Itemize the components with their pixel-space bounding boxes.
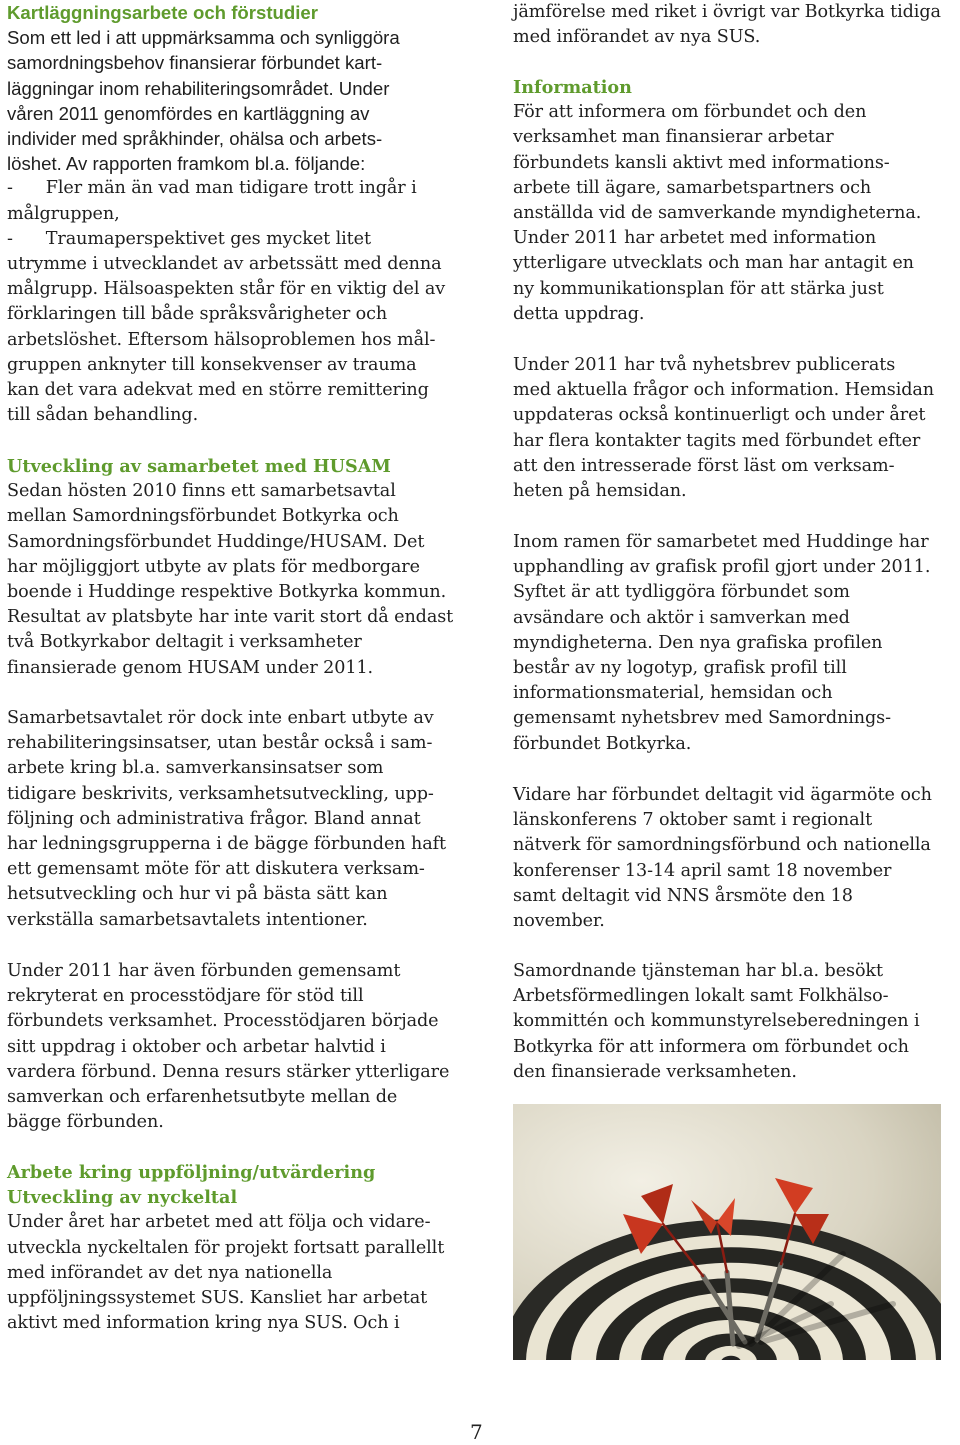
paragraph-continuation [513,0,941,50]
section-intro: Som ett led i att uppmärksamma och synliggöra samordningsbehov finansierar förbundet kart- läggningar inom rehabiliteringsområdet. Under våren 2011 genomfördes en kartläggning av individer med språkhinder, ohälsa och arbets- löshet. Av rapporten framkom bl.a. följande: [7,27,400,175]
section-heading: Information [513,77,632,98]
section-heading: Utveckling av samarbetet med HUSAM [7,456,391,477]
paragraph-text: Samordnande tjänsteman har bl.a. besökt Arbetsförmedlingen lokalt samt Folkhälso- kommittén och kommunstyrelseberedningen i Botkyrka för att informera om förbundet och den finansierade verksamheten. [513,961,920,1082]
paragraph-text: jämförelse med riket i övrigt var Botkyrka tidiga med införandet av nya SUS. [513,2,941,48]
section-kartlaggning [7,0,445,428]
section-body: Sedan hösten 2010 finns ett samarbetsavtal mellan Samordningsförbundet Botkyrka och Samordningsförbundet Huddinge/HUSAM. Det har möjliggjort utbyte av plats för medborgare boende i Huddinge respektive Botkyrka kommun. Resultat av platsbyte har inte varit stort då endast två Botkyrkabor deltagit i verksamheter finansierade genom HUSAM under 2011. [7,481,454,678]
paragraph-agarmote [513,783,932,934]
dartboard-photo-icon [513,1104,941,1360]
page-number: 7 [470,1420,483,1444]
paragraph-text: Under 2011 har även förbunden gemensamt rekryterat en processtödjare för stöd till förbundets verksamhet. Processtödjaren började sitt uppdrag i oktober och arbetar halvtid i vardera förbund. Denna resurs stärker ytterligare samverkan och erfarenhetsutbyte mellan de bägge förbunden. [7,961,450,1133]
paragraph-text: Samarbetsavtalet rör dock inte enbart utbyte av rehabiliteringsinsatser, utan består också i sam- arbete kring bl.a. samverkansinsatser som tidigare beskrivits, verksamhetsutveckling, upp- följning och administrativa frågor. Bland annat har ledningsgrupperna i de bägge förbunden haft ett gemensamt möte för att diskutera verksam- hetsutveckling och hur vi på bästa sätt kan verkställa samarbetsavtalets intentioner. [7,708,446,930]
section-body: För att informera om förbundet och den verksamhet man finansierar arbetar förbundets kansli aktivt med informations- arbete till ägare, samarbetspartners och anställda vid de samverkande myndigheterna. Under 2011 har arbetet med information ytterligare utvecklats och man har antagit en ny kommunikationsplan för att stärka just detta uppdrag. [513,102,922,324]
section-body: - Fler män än vad man tidigare trott ingår i målgruppen, - Traumaperspektivet ges mycket litet utrymme i utvecklandet av arbetssätt med denna målgrupp. Hälsoaspekten står för en viktig del av förklaringen till både språksvårigheter och arbetslöshet. Eftersom hälsoproblemen hos mål- gruppen anknyter till konsekvenser av trauma kan det vara adekvat med en större remittering till sådan behandling. [7,178,446,426]
paragraph-text: Vidare har förbundet deltagit vid ägarmöte och länskonferens 7 oktober samt i regionalt nätverk för samordningsförbund och nationella konferenser 13-14 april samt 18 november samt deltagit vid NNS årsmöte den 18 november. [513,785,932,932]
paragraph-text: Under 2011 har två nyhetsbrev publicerats med aktuella frågor och information. Hemsidan uppdateras också kontinuerligt och under året har flera kontakter tagits med förbundet efter att den intresserade först läst om verksam- heten på hemsidan. [513,355,935,502]
section-heading: Kartläggningsarbete och förstudier [7,2,318,23]
section-information [513,75,921,327]
section-husam [7,454,453,681]
paragraph-grafisk-profil [513,530,930,757]
paragraph-tjansteman [513,959,919,1085]
paragraph-text: Inom ramen för samarbetet med Huddinge har upphandling av grafisk profil gjort under 2011. Syftet är att tydliggöra förbundet som avsändare och aktör i samverkan med myndigheterna. Den nya grafiska profilen består av ny logotyp, grafisk profil till informationsmaterial, hemsidan och gemensamt nyhetsbrev med Samordnings- förbundet Botkyrka. [513,532,931,754]
paragraph-samarbetsavtal [7,706,446,933]
section-heading: Arbete kring uppföljning/utvärdering Utveckling av nyckeltal [7,1162,376,1209]
paragraph-processtodjare [7,959,449,1135]
section-body: Under året har arbetet med att följa och vidare- utveckla nyckeltalen för projekt fortsatt parallellt med införandet av det nya nationella uppföljningssystemet SUS. Kansliet har arbetat aktivt med information kring nya SUS. Och i [7,1212,445,1334]
section-uppfoljning [7,1160,444,1336]
paragraph-nyhetsbrev [513,353,934,504]
